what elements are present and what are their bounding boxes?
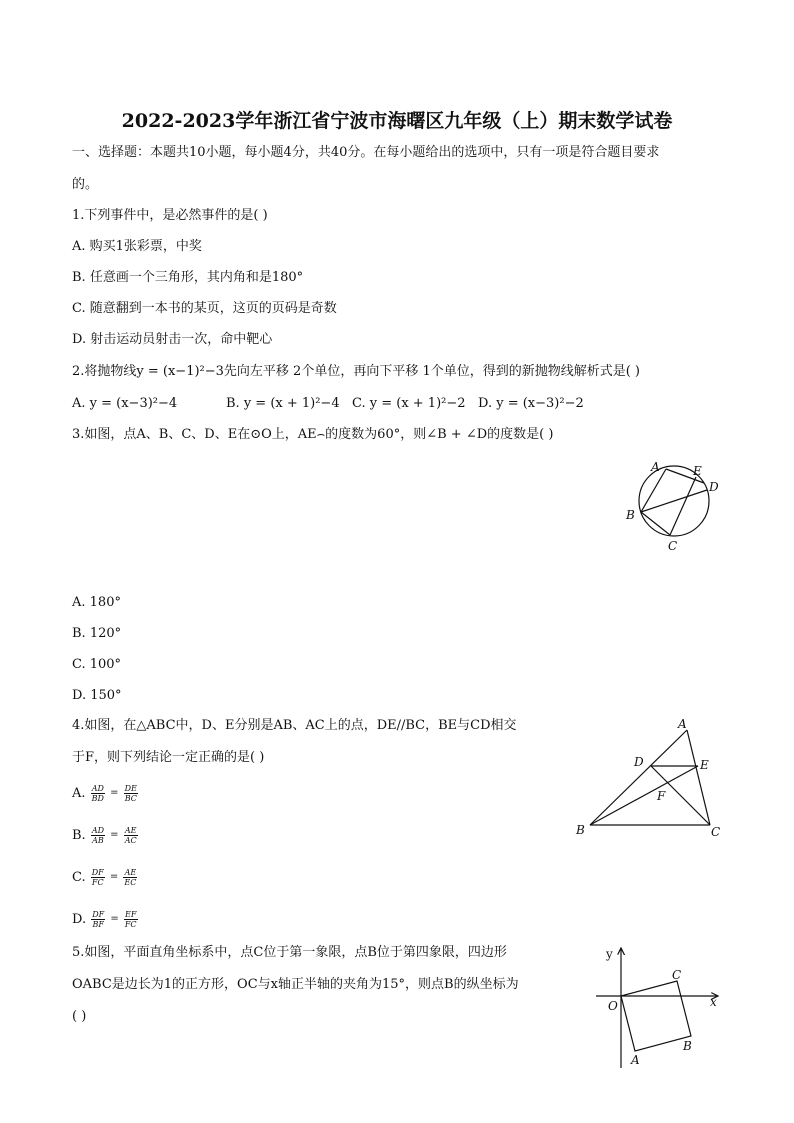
fraction: $\frac{AE}{AC}$ bbox=[124, 826, 137, 845]
q4-stem-cont: 于F，则下列结论一定正确的是( ) bbox=[72, 750, 265, 765]
q3-stem: 3.如图，点A、B、C、D、E在⊙O上，AE⌢的度数为60°，则∠B + ∠D的度数是( ) bbox=[72, 427, 554, 442]
fraction: $\frac{DF}{FC}$ bbox=[91, 868, 104, 887]
q2-option-a: A. y = (x−3)²−4 bbox=[72, 396, 178, 411]
label-c: C bbox=[711, 825, 721, 839]
option-letter: C. bbox=[72, 870, 86, 885]
q1-option-c: C. 随意翻到一本书的某页，这页的页码是奇数 bbox=[72, 301, 337, 316]
q3-option-d: D. 150° bbox=[72, 688, 122, 703]
q5-stem: 5.如图，平面直角坐标系中，点C位于第一象限，点B位于第四象限，四边形 bbox=[72, 945, 507, 960]
label-f: F bbox=[657, 789, 666, 803]
q3-circle-figure bbox=[610, 455, 730, 555]
q5-stem-cont: OABC是边长为1的正方形，OC与x轴正半轴的夹角为15°，则点B的纵坐标为 bbox=[72, 977, 519, 992]
option-letter: D. bbox=[72, 912, 87, 927]
label-c: C bbox=[672, 968, 682, 982]
label-a: A bbox=[631, 1053, 640, 1067]
label-b: B bbox=[626, 508, 635, 522]
label-y: y bbox=[606, 947, 613, 961]
q5-stem-cont2: ( ) bbox=[72, 1009, 87, 1024]
q4-triangle-figure bbox=[570, 712, 730, 842]
fraction: $\frac{EF}{FC}$ bbox=[124, 910, 137, 929]
q1-option-b: B. 任意画一个三角形，其内角和是180° bbox=[72, 270, 304, 285]
q4-option-a: A. $\frac{AD}{BD}$ = $\frac{DE}{BC}$ bbox=[72, 784, 137, 803]
q4-stem: 4.如图，在△ABC中，D、E分别是AB、AC上的点，DE//BC，BE与CD相交 bbox=[72, 718, 517, 733]
q1-stem: 1.下列事件中，是必然事件的是( ) bbox=[72, 208, 268, 223]
label-a: A bbox=[651, 460, 660, 474]
fraction: $\frac{DF}{BF}$ bbox=[92, 910, 105, 929]
q4-option-b: B. $\frac{AD}{AB}$ = $\frac{AE}{AC}$ bbox=[72, 826, 137, 845]
q3-option-a: A. 180° bbox=[72, 595, 121, 610]
q1-option-d: D. 射击运动员射击一次，命中靶心 bbox=[72, 332, 273, 347]
fraction: $\frac{AE}{EC}$ bbox=[124, 868, 137, 887]
section-heading-cont: 的。 bbox=[72, 177, 99, 192]
q1-option-a: A. 购买1张彩票，中奖 bbox=[72, 239, 202, 254]
label-x: x bbox=[710, 995, 717, 1009]
square-oabc bbox=[621, 981, 691, 1051]
q2-option-d: D. y = (x−3)²−2 bbox=[478, 396, 584, 411]
fraction: $\frac{AD}{AB}$ bbox=[91, 826, 105, 845]
q2-stem: 2.将抛物线y = (x−1)²−3先向左平移 2个单位，再向下平移 1个单位，得到的新抛物线解析式是( ) bbox=[72, 364, 641, 379]
label-e: E bbox=[693, 464, 702, 478]
label-a: A bbox=[678, 717, 687, 731]
q2-option-c: C. y = (x + 1)²−2 bbox=[352, 396, 466, 411]
label-d: D bbox=[709, 480, 719, 494]
label-e: E bbox=[700, 758, 709, 772]
q4-option-c: C. $\frac{DF}{FC}$ = $\frac{AE}{EC}$ bbox=[72, 868, 137, 887]
paper-title: 2022-2023学年浙江省宁波市海曙区九年级（上）期末数学试卷 bbox=[121, 110, 673, 132]
label-b: B bbox=[576, 823, 585, 837]
fraction: $\frac{DE}{BC}$ bbox=[124, 784, 137, 803]
q5-coordinate-figure bbox=[596, 944, 726, 1072]
q2-option-b: B. y = (x + 1)²−4 bbox=[226, 396, 340, 411]
q3-option-b: B. 120° bbox=[72, 626, 122, 641]
label-d: D bbox=[634, 755, 644, 769]
label-c: C bbox=[668, 539, 678, 553]
option-letter: B. bbox=[72, 828, 86, 843]
option-letter: A. bbox=[72, 786, 86, 801]
q3-option-c: C. 100° bbox=[72, 657, 122, 672]
label-b: B bbox=[683, 1039, 692, 1053]
label-o: O bbox=[608, 999, 618, 1013]
section-heading: 一、选择题：本题共10小题，每小题4分，共40分。在每小题给出的选项中，只有一项是符合题目要求 bbox=[72, 145, 660, 160]
fraction: $\frac{AD}{BD}$ bbox=[91, 784, 104, 803]
q4-option-d: D. $\frac{DF}{BF}$ = $\frac{EF}{FC}$ bbox=[72, 910, 137, 929]
